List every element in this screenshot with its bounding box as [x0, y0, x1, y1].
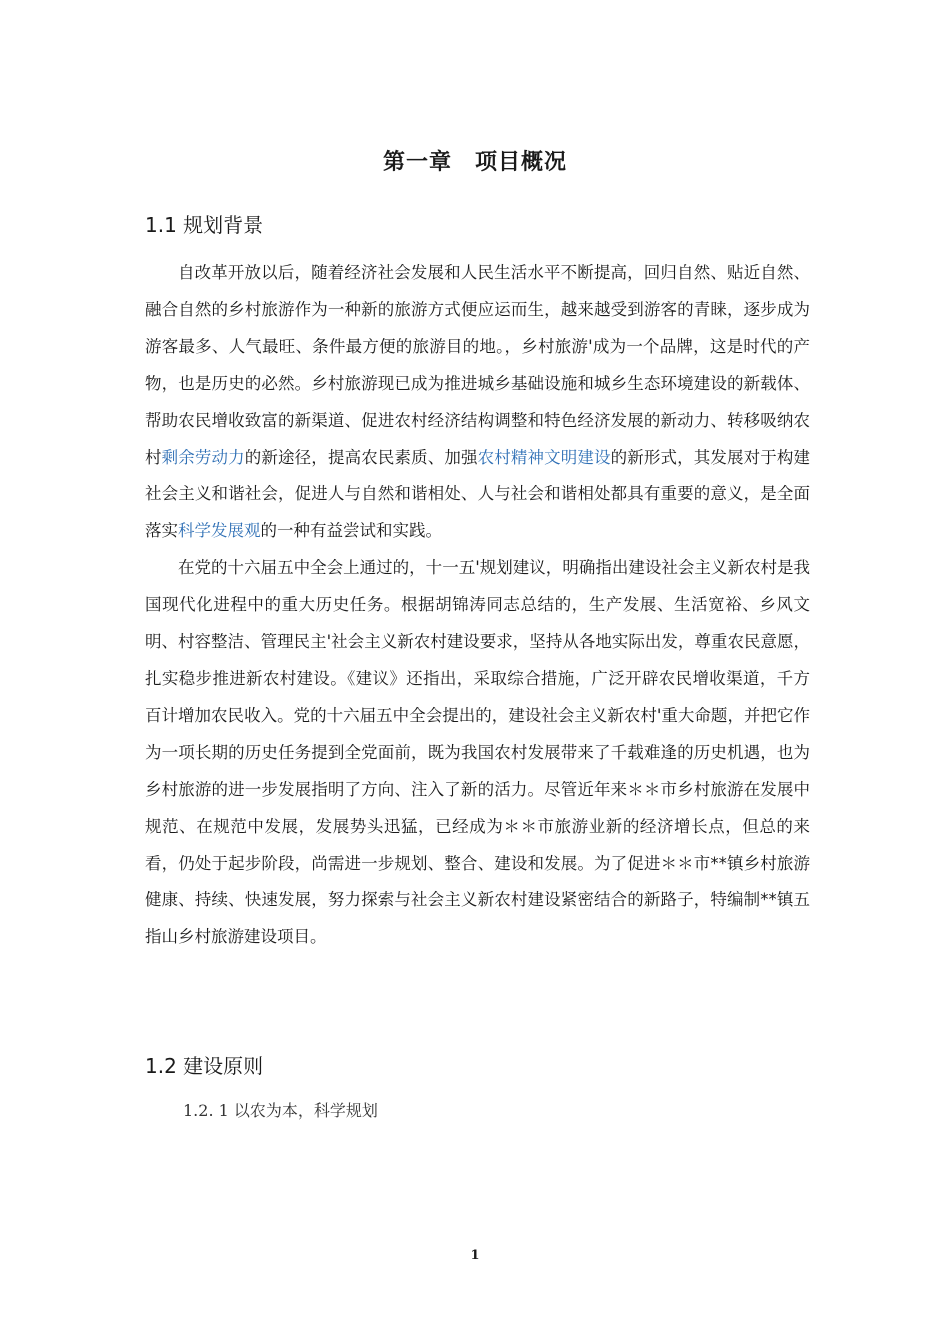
link-rural-civilization[interactable]: 农村精神文明建设 — [477, 447, 611, 467]
section-heading-principles: 1.2 建设原则 — [145, 1054, 264, 1078]
section-body-background — [145, 255, 810, 956]
paragraph-text: 的新形式，其发展对于构建社会主义和谐社会，促进人与自然和谐相处、人与社会和谐相处都具有重要的意义，是全面落实 — [145, 447, 811, 541]
paragraph-text: 自改革开放以后，随着经济社会发展和人民生活水平不断提高，回归自然、贴近自然、融合自然的乡村旅游作为一种新的旅游方式便应运而生，越来越受到游客的青睐，逐步成为游客最多、人气最旺、条件最方便的旅游目的地。，乡村旅游'成为一个品牌，这是时代的产物，也是历史的必然。乡村旅游现已成为推进城乡基础设施和城乡生态环境建设的新载体、帮助农民增收致富的新渠道、促进农村经济结构调整和特色经济发展的新动力、转移吸纳农村 — [145, 263, 810, 467]
chapter-title: 第一章 项目概况 — [382, 150, 567, 175]
paragraph-text: 的新途径，提高农民素质、加强 — [244, 447, 478, 467]
paragraph-text: 的一种有益尝试和实践。 — [260, 521, 442, 541]
page-number: 1 — [470, 1248, 480, 1263]
link-scientific-development[interactable]: 科学发展观 — [178, 521, 261, 541]
link-surplus-labor[interactable]: 剩余劳动力 — [161, 447, 245, 467]
section-heading-background: 1.1 规划背景 — [145, 213, 264, 237]
subsection-heading: 1.2. 1 以农为本，科学规划 — [183, 1101, 378, 1120]
paragraph-background-2: 在党的十六届五中全会上通过的，十一五'规划建议，明确指出建设社会主义新农村是我国现代化进程中的重大历史任务。根据胡锦涛同志总结的，生产发展、生活宽裕、乡风文明、村容整洁、管理民主'社会主义新农村建设要求，坚持从各地实际出发，尊重农民意愿，扎实稳步推进新农村建设。《建议》还指出，采取综合措施，广泛开辟农民增收渠道，千方百计增加农民收入。党的十六届五中全会提出的，建设社会主义新农村'重大命题，并把它作为一项长期的历史任务提到全党面前，既为我国农村发展带来了千载难逢的历史机遇，也为乡村旅游的进一步发展指明了方向、注入了新的活力。尽管近年来＊＊市乡村旅游在发展中规范、在规范中发展，发展势头迅猛，已经成为＊＊市旅游业新的经济增长点，但总的来看，仍处于起步阶段，尚需进一步规划、整合、建设和发展。为了促进＊＊市**镇乡村旅游健康、持续、快速发展，努力探索与社会主义新农村建设紧密结合的新路子，特编制**镇五指山乡村旅游建设项目。 — [145, 558, 810, 947]
paragraph-background-1 — [145, 255, 810, 550]
